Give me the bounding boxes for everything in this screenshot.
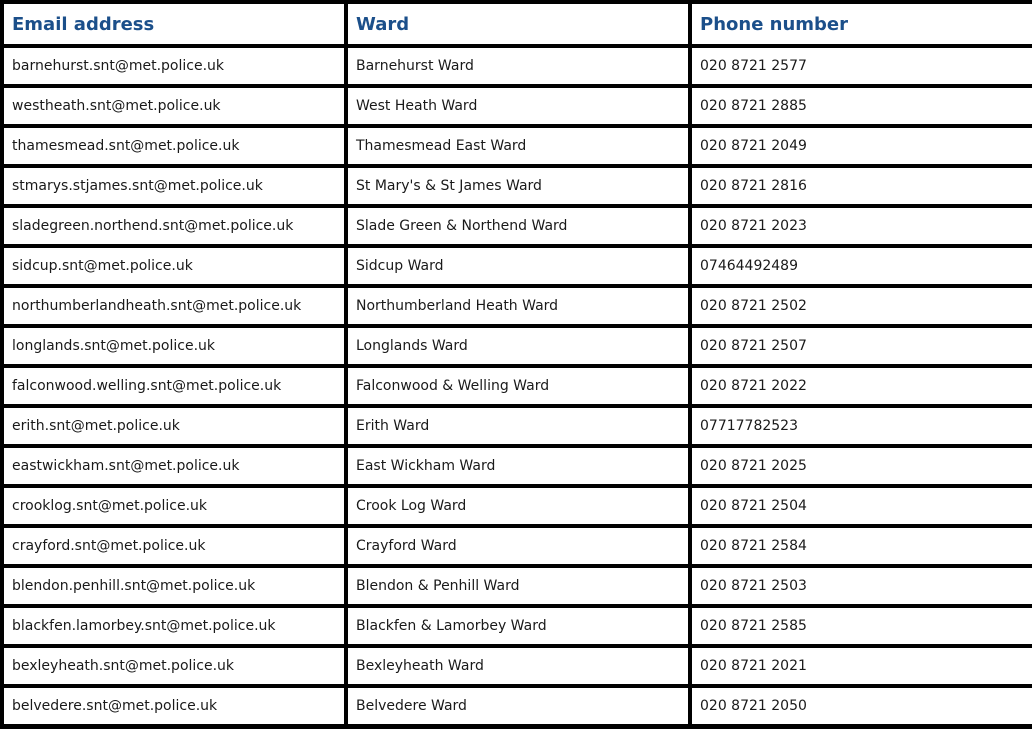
phone-cell: 020 8721 2885 — [692, 88, 1032, 124]
ward-cell: Barnehurst Ward — [348, 48, 688, 84]
email-cell: blendon.penhill.snt@met.police.uk — [4, 568, 344, 604]
phone-cell: 07717782523 — [692, 408, 1032, 444]
header-email: Email address — [4, 4, 344, 44]
email-cell: belvedere.snt@met.police.uk — [4, 688, 344, 724]
email-cell: bexleyheath.snt@met.police.uk — [4, 648, 344, 684]
phone-cell: 020 8721 2507 — [692, 328, 1032, 364]
ward-cell: Belvedere Ward — [348, 688, 688, 724]
ward-cell: East Wickham Ward — [348, 448, 688, 484]
email-cell: erith.snt@met.police.uk — [4, 408, 344, 444]
email-cell: sladegreen.northend.snt@met.police.uk — [4, 208, 344, 244]
email-cell: northumberlandheath.snt@met.police.uk — [4, 288, 344, 324]
ward-cell: Falconwood & Welling Ward — [348, 368, 688, 404]
phone-cell: 020 8721 2585 — [692, 608, 1032, 644]
ward-cell: Crook Log Ward — [348, 488, 688, 524]
ward-cell: Slade Green & Northend Ward — [348, 208, 688, 244]
ward-cell: Erith Ward — [348, 408, 688, 444]
phone-cell: 020 8721 2502 — [692, 288, 1032, 324]
email-cell: thamesmead.snt@met.police.uk — [4, 128, 344, 164]
ward-cell: Thamesmead East Ward — [348, 128, 688, 164]
phone-cell: 020 8721 2816 — [692, 168, 1032, 204]
ward-cell: West Heath Ward — [348, 88, 688, 124]
phone-cell: 020 8721 2022 — [692, 368, 1032, 404]
phone-cell: 020 8721 2584 — [692, 528, 1032, 564]
ward-cell: St Mary's & St James Ward — [348, 168, 688, 204]
email-cell: falconwood.welling.snt@met.police.uk — [4, 368, 344, 404]
email-cell: eastwickham.snt@met.police.uk — [4, 448, 344, 484]
phone-cell: 020 8721 2504 — [692, 488, 1032, 524]
ward-cell: Northumberland Heath Ward — [348, 288, 688, 324]
email-cell: crooklog.snt@met.police.uk — [4, 488, 344, 524]
email-cell: blackfen.lamorbey.snt@met.police.uk — [4, 608, 344, 644]
email-cell: stmarys.stjames.snt@met.police.uk — [4, 168, 344, 204]
phone-cell: 020 8721 2049 — [692, 128, 1032, 164]
ward-cell: Sidcup Ward — [348, 248, 688, 284]
ward-cell: Blendon & Penhill Ward — [348, 568, 688, 604]
email-cell: barnehurst.snt@met.police.uk — [4, 48, 344, 84]
email-cell: longlands.snt@met.police.uk — [4, 328, 344, 364]
phone-cell: 020 8721 2023 — [692, 208, 1032, 244]
ward-cell: Blackfen & Lamorbey Ward — [348, 608, 688, 644]
phone-cell: 020 8721 2050 — [692, 688, 1032, 724]
ward-cell: Longlands Ward — [348, 328, 688, 364]
ward-cell: Bexleyheath Ward — [348, 648, 688, 684]
phone-cell: 020 8721 2021 — [692, 648, 1032, 684]
header-phone: Phone number — [692, 4, 1032, 44]
email-cell: westheath.snt@met.police.uk — [4, 88, 344, 124]
ward-cell: Crayford Ward — [348, 528, 688, 564]
email-cell: crayford.snt@met.police.uk — [4, 528, 344, 564]
phone-cell: 07464492489 — [692, 248, 1032, 284]
header-ward: Ward — [348, 4, 688, 44]
phone-cell: 020 8721 2503 — [692, 568, 1032, 604]
phone-cell: 020 8721 2577 — [692, 48, 1032, 84]
email-cell: sidcup.snt@met.police.uk — [4, 248, 344, 284]
phone-cell: 020 8721 2025 — [692, 448, 1032, 484]
